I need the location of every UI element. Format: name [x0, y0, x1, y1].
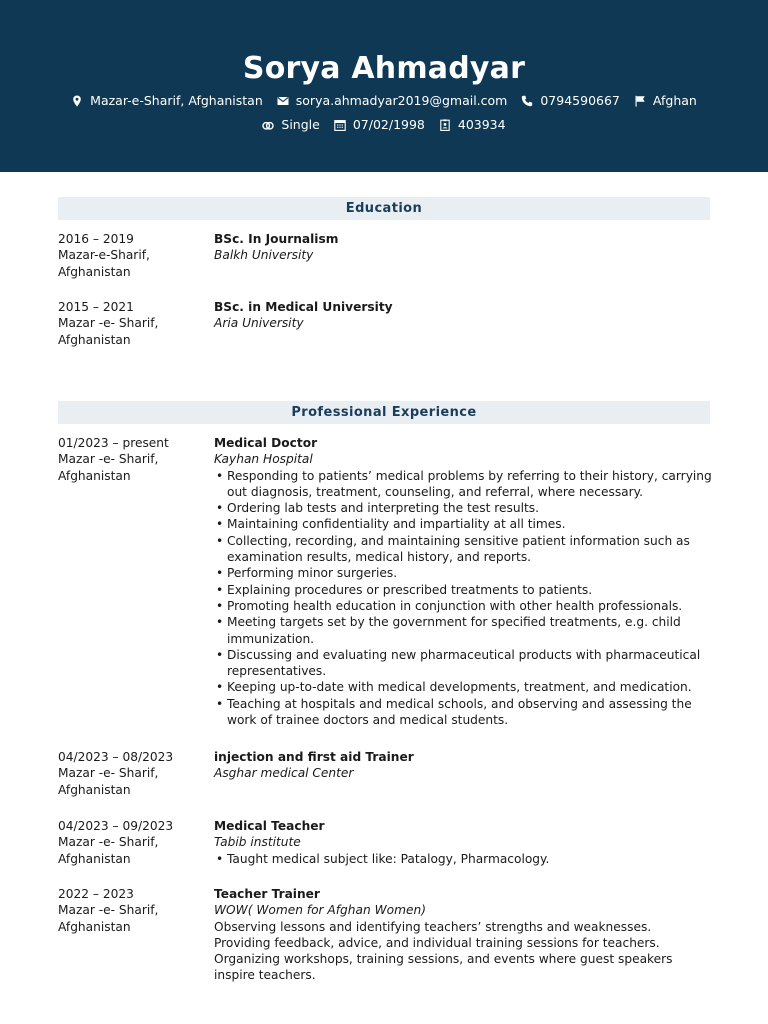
entry-date: 2016 – 2019: [58, 232, 134, 246]
entry-location: Mazar -e- Sharif, Afghanistan: [58, 316, 159, 347]
job-title: injection and first aid Trainer: [214, 750, 414, 764]
entry-location: Mazar -e- Sharif, Afghanistan: [58, 452, 159, 483]
employer-name: Asghar medical Center: [214, 766, 354, 781]
list-item: • Keeping up-to-date with medical developments, treatment, and medication.: [214, 679, 714, 695]
employer-name: WOW( Women for Afghan Women): [214, 903, 426, 918]
job-title: Teacher Trainer: [214, 887, 320, 901]
entry-meta: [58, 749, 208, 798]
entry-date: 2022 – 2023: [58, 887, 134, 901]
list-item: • Performing minor surgeries.: [214, 565, 714, 581]
entry-location: Mazar -e- Sharif, Afghanistan: [58, 835, 159, 866]
rings-icon: [262, 119, 274, 131]
candidate-name: Sorya Ahmadyar: [242, 51, 526, 86]
section-title-education: Education: [58, 197, 710, 220]
entry-meta: [58, 299, 208, 348]
entry-body: [214, 886, 714, 984]
phone-text: 0794590667: [540, 93, 620, 108]
entry-body: [214, 231, 714, 264]
contact-location: [71, 92, 263, 110]
phone-icon: [521, 95, 533, 107]
entry-date: 04/2023 – 08/2023: [58, 750, 174, 764]
envelope-icon: [277, 95, 289, 107]
contact-row-primary: [0, 92, 768, 110]
id-badge-icon: [439, 119, 451, 131]
degree-title: BSc. In Journalism: [214, 232, 339, 246]
entry-body: [214, 749, 714, 782]
entry-date: 2015 – 2021: [58, 300, 134, 314]
flag-icon: [634, 95, 646, 107]
list-item: • Ordering lab tests and interpreting the test results.: [214, 500, 714, 516]
entry-location: Mazar -e- Sharif, Afghanistan: [58, 766, 159, 797]
list-item: • Responding to patients’ medical problems by referring to their history, carrying out diagnosis, treatment, counseling, and referral, where necessary.: [214, 468, 714, 501]
entry-meta: [58, 818, 208, 867]
contact-phone: [521, 92, 620, 110]
list-item: • Meeting targets set by the government for specified treatments, e.g. child immunization.: [214, 614, 714, 647]
description-line: Organizing workshops, training sessions, and events where guest speakers inspire teachers.: [214, 952, 673, 983]
list-item: • Explaining procedures or prescribed treatments to patients.: [214, 582, 714, 598]
id-number-text: 403934: [457, 117, 506, 132]
entry-meta: [58, 435, 208, 484]
employer-name: Tabib institute: [214, 835, 301, 850]
entry-meta: [58, 231, 208, 280]
list-item: • Promoting health education in conjunction with other health professionals.: [214, 598, 714, 614]
header-banner: [0, 0, 768, 172]
school-name: Balkh University: [214, 248, 314, 263]
contact-birthdate: [334, 116, 425, 134]
job-title: Medical Teacher: [214, 819, 325, 833]
birthdate-text: 07/02/1998: [352, 117, 425, 132]
contact-nationality: [634, 92, 697, 110]
entry-location: Mazar -e- Sharif, Afghanistan: [58, 903, 159, 934]
list-item: • Taught medical subject like: Patalogy, Pharmacology.: [214, 851, 714, 867]
email-text[interactable]: sorya.ahmadyar2019@gmail.com: [295, 93, 508, 108]
entry-body: [214, 299, 714, 332]
entry-location: Mazar-e-Sharif, Afghanistan: [58, 248, 150, 279]
list-item: • Teaching at hospitals and medical schools, and observing and assessing the work of trainee doctors and medical students.: [214, 696, 714, 729]
description-line: Providing feedback, advice, and individual training sessions for teachers.: [214, 935, 660, 950]
responsibilities-list: [214, 468, 714, 729]
degree-title: BSc. in Medical University: [214, 300, 393, 314]
list-item: • Maintaining confidentiality and impartiality at all times.: [214, 516, 714, 532]
calendar-icon: [334, 119, 346, 131]
description-line: Observing lessons and identifying teachers’ strengths and weaknesses.: [214, 919, 652, 934]
school-name: Aria University: [214, 316, 304, 331]
contact-row-secondary: [0, 116, 768, 134]
location-pin-icon: [71, 95, 83, 107]
location-text: Mazar-e-Sharif, Afghanistan: [90, 93, 263, 108]
entry-body: [214, 818, 714, 867]
contact-marital-status: [262, 116, 319, 134]
entry-date: 04/2023 – 09/2023: [58, 819, 174, 833]
contact-id: [439, 116, 506, 134]
entry-meta: [58, 886, 208, 935]
responsibilities-list: [214, 851, 714, 867]
list-item: • Discussing and evaluating new pharmaceutical products with pharmaceutical representatives.: [214, 647, 714, 680]
employer-name: Kayhan Hospital: [214, 452, 313, 467]
entry-body: [214, 435, 714, 728]
job-title: Medical Doctor: [214, 436, 318, 450]
marital-status-text: Single: [281, 117, 320, 132]
contact-email: [277, 92, 508, 110]
nationality-text: Afghan: [652, 93, 697, 108]
section-title-experience: Professional Experience: [58, 401, 710, 424]
list-item: • Collecting, recording, and maintaining sensitive patient information such as examination results, medical history, and reports.: [214, 533, 714, 566]
entry-date: 01/2023 – present: [58, 436, 169, 450]
